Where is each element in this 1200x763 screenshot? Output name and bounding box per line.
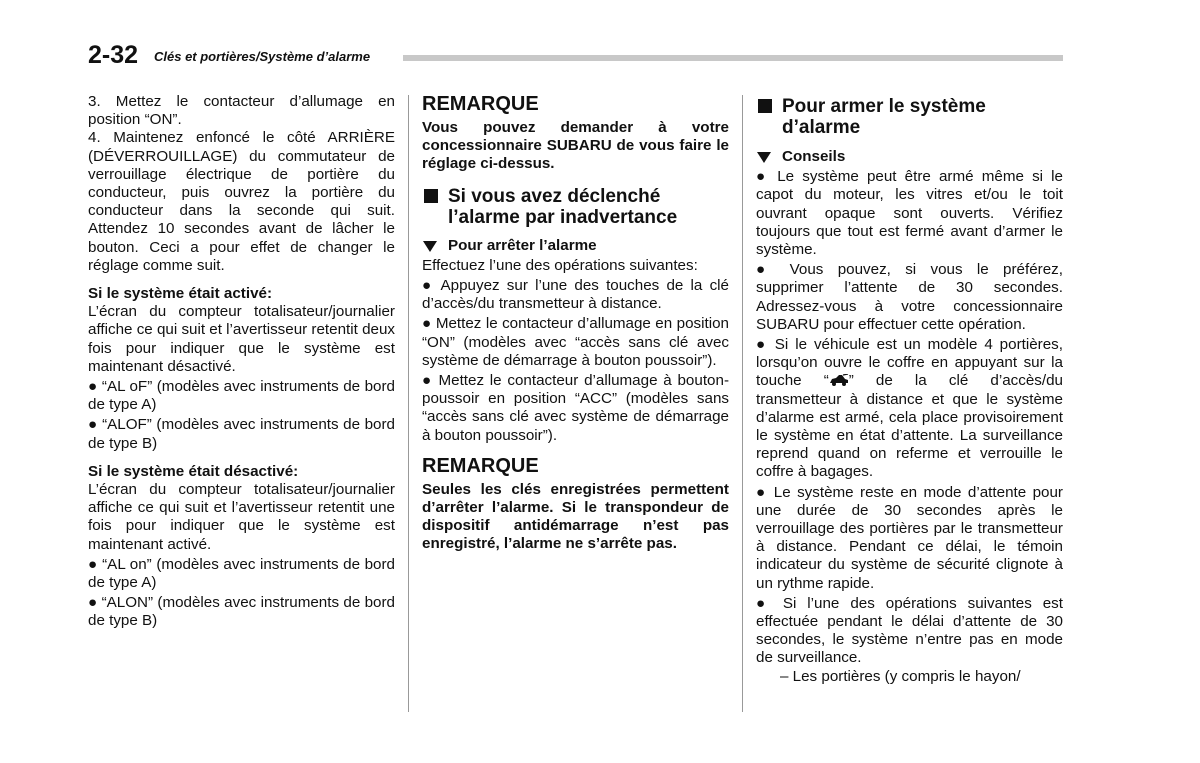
square-bullet-icon xyxy=(758,99,772,113)
remark-title-2: REMARQUE xyxy=(422,454,539,477)
heading-arm-system-text: Pour armer le système d’alarme xyxy=(782,96,986,138)
bullet-press-key: ● Appuyez sur l’une des touches de la clé d’accès/du transmetteur à distance. xyxy=(422,277,729,313)
bullet-skip-wait: ● Vous pouvez, si vous le préférez, supprimer l’attente de 30 secondes. Adressez-vous à votre concessionnaire SUBARU pour effectuer cette opération. xyxy=(756,261,1063,333)
heading-accidental-alarm-text: Si vous avez déclenché l’alarme par inadvertance xyxy=(448,185,678,228)
bullet-al-on: ● “AL on” (modèles avec instruments de bord de type A) xyxy=(88,555,395,592)
trunk-open-text-post: ” de la clé d’accès/du transmetteur à distance et que le système d’alarme est armé, cela place provisoirement le système en état d’attente. La surveillance reprend quand on referme et verrouille le coffre à bagages. xyxy=(756,372,1063,481)
bullet-arm-open: ● Le système peut être armé même si le capot du moteur, les vitres et/ou le toit ouvrant opaque sont ouverts. Vérifiez toujours que tout est fermé avant d’armer le système. xyxy=(756,168,1063,259)
page-header xyxy=(88,40,1063,70)
column-3 xyxy=(756,96,1063,686)
subheading-tips xyxy=(756,148,1063,166)
bullet-operations: ● Si l’une des opérations suivantes est effectuée pendant le délai d’attente de 30 secondes, le système n’entre pas en mode de surveillance. xyxy=(756,594,1063,667)
header-rule xyxy=(403,55,1063,61)
bullet-al-of: ● “AL oF” (modèles avec instruments de bord de type A) xyxy=(88,378,395,414)
deactivated-text: L’écran du compteur totalisateur/journalier affiche ce qui suit et l’avertisseur retentit une fois pour indiquer que le système est maintenant activé. xyxy=(88,481,395,553)
bullet-push-button-acc: ● Mettez le contacteur d’allumage à bouton-poussoir en position “ACC” (modèles sans “accès sans clé avec système de démarrage à bouton poussoir”). xyxy=(422,372,729,444)
step-4: 4. Maintenez enfoncé le côté ARRIÈRE (DÉVERROUILLAGE) du commutateur de verrouillage électrique de portière du conducteur, puis ouvrez la portière du conducteur dans la seconde qui suit. Attendez 10 secondes avant de lâcher le bouton. Ceci a pour effet de changer le réglage comme suit. xyxy=(88,129,395,274)
bullet-trunk-open xyxy=(756,336,1063,482)
triangle-down-icon xyxy=(757,152,771,163)
remark-text-1: Vous pouvez demander à votre concessionnaire SUBARU de vous faire le réglage ci-dessus. xyxy=(422,119,729,173)
column-1 xyxy=(88,93,395,631)
bullet-ignition-on: ● Mettez le contacteur d’allumage en position “ON” (modèles avec “accès sans clé avec système de démarrage à bouton poussoir”). xyxy=(422,315,729,369)
bullet-alof: ● “ALOF” (modèles avec instruments de bord de type B) xyxy=(88,416,395,452)
remark-text-2: Seules les clés enregistrées permettent d’arrêter l’alarme. Si le transpondeur de dispositif antidémarrage n’est pas enregistré, l’alarme ne s’arrête pas. xyxy=(422,480,729,553)
heading-arm-system xyxy=(756,96,1063,138)
stop-alarm-intro: Effectuez l’une des opérations suivantes: xyxy=(422,256,698,274)
triangle-down-icon xyxy=(423,241,437,252)
section-title: Clés et portières/Système d’alarme xyxy=(154,49,371,64)
subheading-stop-alarm xyxy=(422,237,729,255)
subheading-tips-text: Conseils xyxy=(782,148,846,165)
bullet-standby-mode: ● Le système reste en mode d’attente pour une durée de 30 secondes après le verrouillage des portières par le transmetteur à distance. Pendant ce délai, le témoin indicateur du système de sécurité clignote à un rythme rapide. xyxy=(756,483,1063,592)
square-bullet-icon xyxy=(424,189,438,203)
subheading-deactivated: Si le système était désactivé: xyxy=(88,462,299,480)
bullet-alon: ● “ALON” (modèles avec instruments de bord de type B) xyxy=(88,594,395,630)
column-divider-2 xyxy=(742,95,743,712)
heading-accidental-alarm xyxy=(422,186,729,228)
trunk-open-text-pre: ● Si le véhicule est un modèle 4 portières, lorsqu’on ouvre le coffre en appuyant sur la touche “ xyxy=(756,336,1063,390)
subheading-activated: Si le système était activé: xyxy=(88,285,273,303)
page-number: 2-32 xyxy=(88,41,139,69)
dash-item-doors: – Les portières (y compris le hayon/ xyxy=(780,667,1021,685)
activated-text: L’écran du compteur totalisateur/journalier affiche ce qui suit et l’avertisseur retentit deux fois pour indiquer que le système est maintenant désactivé. xyxy=(88,303,396,375)
subheading-stop-alarm-text: Pour arrêter l’alarme xyxy=(448,236,597,254)
column-2 xyxy=(422,93,729,554)
remark-title-1: REMARQUE xyxy=(422,93,539,115)
trunk-open-car-icon xyxy=(829,374,849,386)
step-3: 3. Mettez le contacteur d’allumage en position “ON”. xyxy=(88,93,395,129)
column-divider-1 xyxy=(408,95,409,712)
